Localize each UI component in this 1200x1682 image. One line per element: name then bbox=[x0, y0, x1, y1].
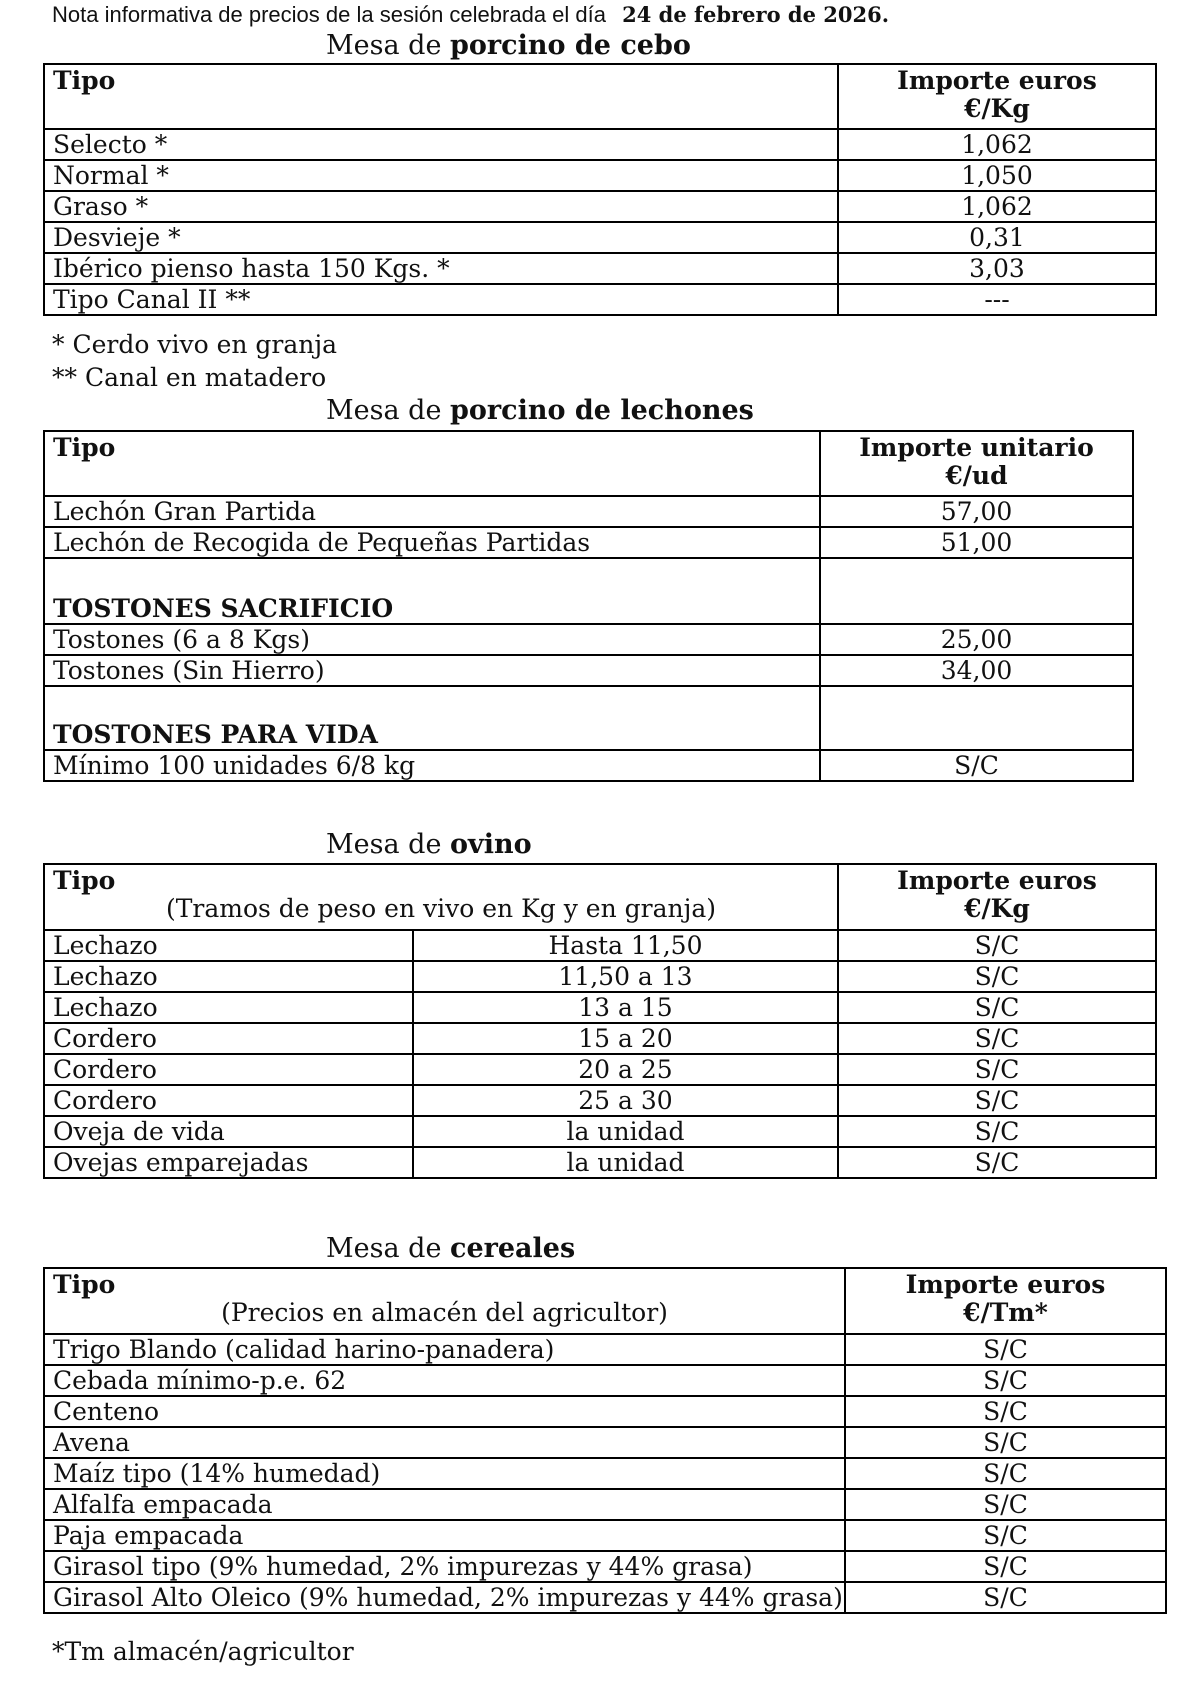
table-row bbox=[44, 1396, 1166, 1427]
table-row bbox=[44, 1489, 1166, 1520]
intro-text: Nota informativa de precios de la sesión celebrada el día bbox=[52, 2, 606, 27]
importe-cell: S/C bbox=[838, 1023, 1156, 1054]
ovino-header-importe-1: Importe euros bbox=[897, 866, 1097, 895]
table-row bbox=[44, 253, 1156, 284]
tipo-cell: Cordero bbox=[44, 1054, 413, 1085]
cebo-table bbox=[43, 63, 1157, 316]
importe-cell: S/C bbox=[838, 1085, 1156, 1116]
tramo-cell: 13 a 15 bbox=[413, 992, 838, 1023]
table-row bbox=[44, 222, 1156, 253]
importe-cell: 0,31 bbox=[838, 222, 1156, 253]
tipo-cell: Tostones (Sin Hierro) bbox=[44, 655, 820, 686]
cebo-body bbox=[44, 129, 1156, 315]
importe-cell: S/C bbox=[845, 1427, 1166, 1458]
lechones-body-main bbox=[44, 496, 1133, 558]
importe-cell: 1,050 bbox=[838, 160, 1156, 191]
section-tostones-sacrificio: TOSTONES SACRIFICIO bbox=[44, 558, 820, 624]
table-row bbox=[44, 1458, 1166, 1489]
cebo-title-prefix: Mesa de bbox=[326, 30, 442, 61]
tipo-cell: Graso * bbox=[44, 191, 838, 222]
cebo-header-importe-2: €/Kg bbox=[964, 94, 1030, 123]
ovino-header-tipo bbox=[44, 864, 838, 930]
cebo-title bbox=[326, 29, 691, 63]
tramo-cell: 11,50 a 13 bbox=[413, 961, 838, 992]
importe-cell: S/C bbox=[838, 1116, 1156, 1147]
table-row bbox=[44, 1147, 1156, 1178]
lechones-title-prefix: Mesa de bbox=[326, 395, 442, 426]
tipo-cell: Ovejas emparejadas bbox=[44, 1147, 413, 1178]
table-row bbox=[44, 191, 1156, 222]
cebo-header-tipo: Tipo bbox=[44, 64, 838, 129]
cereales-title-prefix: Mesa de bbox=[326, 1233, 442, 1264]
section-tostones-vida: TOSTONES PARA VIDA bbox=[44, 686, 820, 750]
ovino-title-bold: ovino bbox=[450, 829, 532, 860]
importe-cell: --- bbox=[838, 284, 1156, 315]
importe-cell: 51,00 bbox=[820, 527, 1133, 558]
tipo-cell: Tipo Canal II ** bbox=[44, 284, 838, 315]
tipo-cell: Selecto * bbox=[44, 129, 838, 160]
importe-cell: S/C bbox=[845, 1365, 1166, 1396]
importe-cell: S/C bbox=[838, 1147, 1156, 1178]
importe-cell: S/C bbox=[845, 1489, 1166, 1520]
ovino-body bbox=[44, 930, 1156, 1178]
tipo-cell: Lechazo bbox=[44, 930, 413, 961]
importe-cell: S/C bbox=[845, 1551, 1166, 1582]
lechones-table bbox=[43, 430, 1134, 782]
importe-cell: S/C bbox=[838, 992, 1156, 1023]
tipo-cell: Lechazo bbox=[44, 961, 413, 992]
importe-cell: S/C bbox=[845, 1396, 1166, 1427]
tramo-cell: la unidad bbox=[413, 1116, 838, 1147]
cereales-header-tipo-label: Tipo bbox=[53, 1270, 116, 1299]
tipo-cell: Cordero bbox=[44, 1085, 413, 1116]
tipo-cell: Paja empacada bbox=[44, 1520, 845, 1551]
table-row bbox=[44, 1582, 1166, 1613]
tramo-cell: la unidad bbox=[413, 1147, 838, 1178]
section-empty-cell bbox=[820, 558, 1133, 624]
importe-cell: S/C bbox=[820, 750, 1133, 781]
tipo-cell: Oveja de vida bbox=[44, 1116, 413, 1147]
table-row bbox=[44, 930, 1156, 961]
cereales-header-importe bbox=[845, 1268, 1166, 1334]
tramo-cell: 15 a 20 bbox=[413, 1023, 838, 1054]
importe-cell: S/C bbox=[838, 930, 1156, 961]
tramo-cell: 20 a 25 bbox=[413, 1054, 838, 1085]
tipo-cell: Trigo Blando (calidad harino-panadera) bbox=[44, 1334, 845, 1365]
cereales-header-sub: (Precios en almacén del agricultor) bbox=[221, 1298, 668, 1327]
lechones-section-row-sacrificio bbox=[44, 558, 1133, 624]
cebo-note-1: * Cerdo vivo en granja bbox=[52, 330, 338, 359]
tipo-cell: Normal * bbox=[44, 160, 838, 191]
lechones-title-bold: porcino de lechones bbox=[450, 395, 754, 426]
session-date: 24 de febrero de 2026. bbox=[622, 2, 890, 27]
ovino-header-importe-2: €/Kg bbox=[964, 894, 1030, 923]
tipo-cell: Tostones (6 a 8 Kgs) bbox=[44, 624, 820, 655]
ovino-table bbox=[43, 863, 1157, 1179]
tipo-cell: Lechazo bbox=[44, 992, 413, 1023]
lechones-section-row-vida bbox=[44, 686, 1133, 750]
tipo-cell: Mínimo 100 unidades 6/8 kg bbox=[44, 750, 820, 781]
table-row bbox=[44, 1365, 1166, 1396]
table-row bbox=[44, 1334, 1166, 1365]
importe-cell: S/C bbox=[845, 1458, 1166, 1489]
lechones-header-importe bbox=[820, 431, 1133, 496]
table-row bbox=[44, 624, 1133, 655]
table-row bbox=[44, 1551, 1166, 1582]
tipo-cell: Lechón de Recogida de Pequeñas Partidas bbox=[44, 527, 820, 558]
tramo-cell: Hasta 11,50 bbox=[413, 930, 838, 961]
importe-cell: 3,03 bbox=[838, 253, 1156, 284]
table-row bbox=[44, 961, 1156, 992]
table-row bbox=[44, 655, 1133, 686]
lechones-title bbox=[326, 394, 754, 428]
importe-cell: S/C bbox=[838, 961, 1156, 992]
cebo-header-importe-1: Importe euros bbox=[897, 66, 1097, 95]
cereales-title bbox=[326, 1232, 575, 1266]
cereales-note: *Tm almacén/agricultor bbox=[52, 1637, 354, 1666]
cereales-header-importe-1: Importe euros bbox=[905, 1270, 1106, 1299]
table-row bbox=[44, 1520, 1166, 1551]
tipo-cell: Girasol Alto Oleico (9% humedad, 2% impurezas y 44% grasa) bbox=[44, 1582, 845, 1613]
importe-cell: S/C bbox=[838, 1054, 1156, 1085]
cereales-table bbox=[43, 1267, 1167, 1614]
tipo-cell: Maíz tipo (14% humedad) bbox=[44, 1458, 845, 1489]
cebo-header-row bbox=[44, 64, 1156, 129]
ovino-title bbox=[326, 828, 532, 862]
lechones-body-sacrificio bbox=[44, 624, 1133, 686]
cereales-header-importe-2: €/Tm* bbox=[963, 1298, 1048, 1327]
ovino-header-importe bbox=[838, 864, 1156, 930]
table-row bbox=[44, 527, 1133, 558]
cereales-header-tipo bbox=[44, 1268, 845, 1334]
table-row bbox=[44, 160, 1156, 191]
cebo-note-2: ** Canal en matadero bbox=[52, 363, 327, 392]
importe-cell: S/C bbox=[845, 1582, 1166, 1613]
cereales-title-bold: cereales bbox=[450, 1233, 576, 1264]
importe-cell: 25,00 bbox=[820, 624, 1133, 655]
importe-cell: 34,00 bbox=[820, 655, 1133, 686]
cebo-title-bold: porcino de cebo bbox=[450, 30, 691, 61]
tipo-cell: Desvieje * bbox=[44, 222, 838, 253]
tipo-cell: Avena bbox=[44, 1427, 845, 1458]
table-row bbox=[44, 1023, 1156, 1054]
table-row bbox=[44, 1116, 1156, 1147]
ovino-header-sub: (Tramos de peso en vivo en Kg y en granja) bbox=[165, 894, 717, 923]
lechones-header-importe-2: €/ud bbox=[945, 461, 1008, 490]
ovino-header-tipo-label: Tipo bbox=[53, 866, 116, 895]
ovino-header-row bbox=[44, 864, 1156, 930]
tipo-cell: Lechón Gran Partida bbox=[44, 496, 820, 527]
tipo-cell: Cordero bbox=[44, 1023, 413, 1054]
cebo-header-importe bbox=[838, 64, 1156, 129]
cereales-header-row bbox=[44, 1268, 1166, 1334]
lechones-header-row bbox=[44, 431, 1133, 496]
table-row bbox=[44, 1427, 1166, 1458]
table-row bbox=[44, 129, 1156, 160]
section-empty-cell bbox=[820, 686, 1133, 750]
lechones-header-tipo: Tipo bbox=[44, 431, 820, 496]
intro-line bbox=[52, 0, 889, 30]
lechones-body-vida bbox=[44, 750, 1133, 781]
tipo-cell: Alfalfa empacada bbox=[44, 1489, 845, 1520]
tramo-cell: 25 a 30 bbox=[413, 1085, 838, 1116]
table-row bbox=[44, 284, 1156, 315]
importe-cell: 1,062 bbox=[838, 191, 1156, 222]
ovino-title-prefix: Mesa de bbox=[326, 829, 442, 860]
table-row bbox=[44, 992, 1156, 1023]
table-row bbox=[44, 1054, 1156, 1085]
table-row bbox=[44, 750, 1133, 781]
table-row bbox=[44, 1085, 1156, 1116]
importe-cell: 1,062 bbox=[838, 129, 1156, 160]
cereales-body bbox=[44, 1334, 1166, 1613]
importe-cell: S/C bbox=[845, 1520, 1166, 1551]
importe-cell: S/C bbox=[845, 1334, 1166, 1365]
lechones-header-importe-1: Importe unitario bbox=[859, 433, 1094, 462]
tipo-cell: Ibérico pienso hasta 150 Kgs. * bbox=[44, 253, 838, 284]
table-row bbox=[44, 496, 1133, 527]
importe-cell: 57,00 bbox=[820, 496, 1133, 527]
tipo-cell: Cebada mínimo-p.e. 62 bbox=[44, 1365, 845, 1396]
tipo-cell: Girasol tipo (9% humedad, 2% impurezas y 44% grasa) bbox=[44, 1551, 845, 1582]
tipo-cell: Centeno bbox=[44, 1396, 845, 1427]
